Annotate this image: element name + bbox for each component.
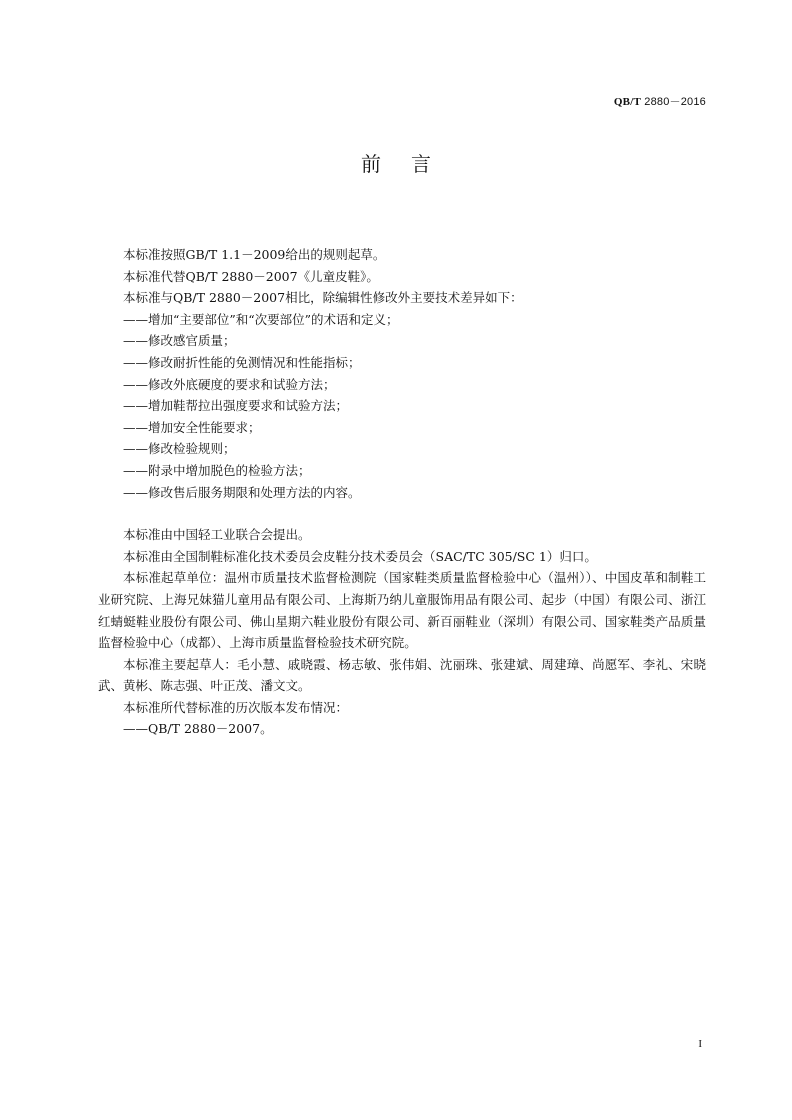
paragraph: 本标准主要起草人：毛小慧、戚晓霞、杨志敏、张伟娟、沈丽珠、张建斌、周建璋、尚愿军、李礼、宋晓武、黄彬、陈志强、叶正茂、潘文文。 xyxy=(98,656,706,694)
document-code-prefix: QB/T xyxy=(613,96,641,108)
paragraph: 本标准起草单位：温州市质量技术监督检测院（国家鞋类质量监督检验中心（温州））、中国皮革和制鞋工业研究院、上海兄妹猫儿童用品有限公司、上海斯乃纳儿童服饰用品有限公司、起步（中国）有限公司、浙江红蜻蜓鞋业股份有限公司、佛山星期六鞋业股份有限公司、新百丽鞋业（深圳）有限公司、国家鞋类产品质量监督检验中心（成都）、上海市质量监督检验技术研究院。 xyxy=(98,570,706,651)
list-item: ——增加“主要部位”和“次要部位”的术语和定义； xyxy=(123,311,399,327)
document-code xyxy=(614,93,706,109)
paragraph: 本标准由中国轻工业联合会提出。 xyxy=(123,527,311,543)
page-number: I xyxy=(698,1038,702,1050)
paragraph: 本标准代替QB/T 2880－2007《儿童皮鞋》。 xyxy=(123,268,379,284)
document-code-number: 2880－2016 xyxy=(641,96,706,108)
list-item: ——附录中增加脱色的检验方法； xyxy=(123,462,311,478)
paragraph: 本标准所代替标准的历次版本发布情况： xyxy=(123,699,349,715)
list-item: ——增加鞋帮拉出强度要求和试验方法； xyxy=(123,398,349,414)
list-item: ——修改外底硬度的要求和试验方法； xyxy=(123,376,336,392)
paragraph-spacer xyxy=(98,503,706,524)
list-item: ——修改感官质量； xyxy=(123,333,236,349)
list-item: ——修改耐折性能的免测情况和性能指标； xyxy=(123,354,361,370)
list-item: ——修改售后服务期限和处理方法的内容。 xyxy=(123,484,361,500)
list-item: ——修改检验规则； xyxy=(123,441,236,457)
paragraph: 本标准按照GB/T 1.1－2009给出的规则起草。 xyxy=(123,247,386,262)
list-item: ——增加安全性能要求； xyxy=(123,419,261,435)
paragraph: 本标准与QB/T 2880－2007相比，除编辑性修改外主要技术差异如下： xyxy=(123,290,523,306)
list-item: ——QB/T 2880－2007。 xyxy=(123,721,273,737)
page-title: 前言 xyxy=(361,152,461,176)
foreword-body xyxy=(98,244,706,740)
paragraph: 本标准由全国制鞋标准化技术委员会皮鞋分技术委员会（SAC/TC 305/SC 1）归口。 xyxy=(123,548,597,564)
